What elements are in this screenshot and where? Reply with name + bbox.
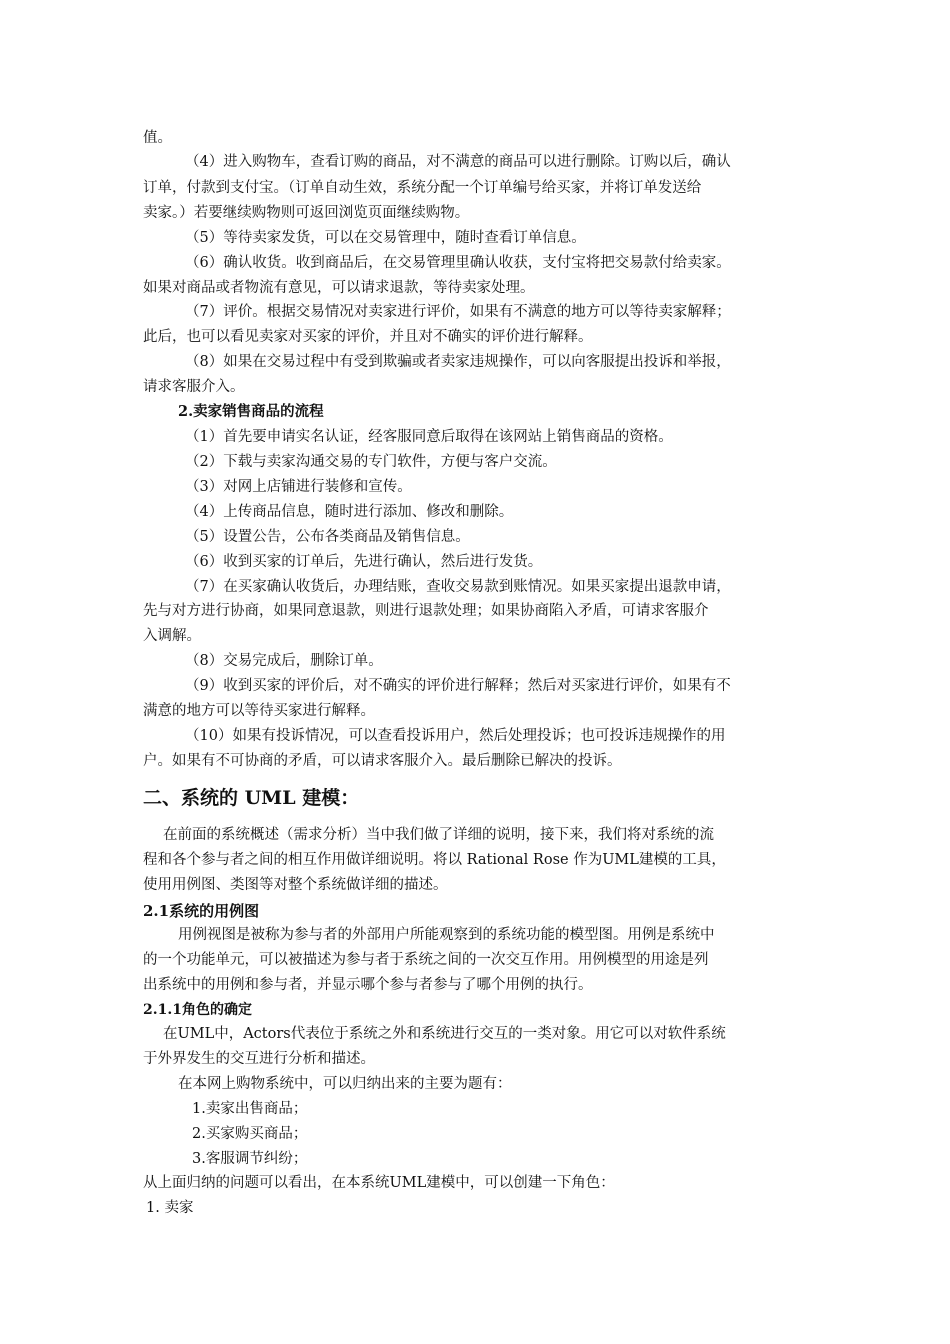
text-line: （3）对网上店铺进行装修和宣传。	[185, 479, 412, 495]
text-line: 请求客服介入。	[143, 379, 245, 395]
text-line: （6）收到买家的订单后，先进行确认，然后进行发货。	[185, 554, 543, 570]
text-line: 满意的地方可以等待买家进行解释。	[143, 703, 375, 719]
section-heading: 2.卖家销售商品的流程	[178, 403, 324, 420]
text-line: （5）等待卖家发货，可以在交易管理中，随时查看订单信息。	[185, 230, 586, 246]
list-item: 2.买家购买商品；	[192, 1126, 308, 1142]
chapter-heading: 二、系统的 UML 建模：	[143, 787, 360, 809]
text-line: 于外界发生的交互进行分析和描述。	[143, 1051, 375, 1067]
list-item: 3.客服调节纠纷；	[192, 1151, 308, 1167]
text-line: （2）下载与卖家沟通交易的专门软件，方便与客户交流。	[185, 454, 557, 470]
text-line: （7）评价。根据交易情况对卖家进行评价，如果有不满意的地方可以等待卖家解释；	[185, 304, 731, 320]
text-line: （5）设置公告，公布各类商品及销售信息。	[185, 529, 470, 545]
subsection-heading: 2.1.1角色的确定	[143, 1002, 252, 1018]
text-line: 卖家。）若要继续购物则可返回浏览页面继续购物。	[143, 205, 470, 221]
text-line: 使用用例图、类图等对整个系统做详细的描述。	[143, 877, 448, 893]
text-line: 在UML中，Actors代表位于系统之外和系统进行交互的一类对象。用它可以对软件系统	[163, 1026, 726, 1042]
text-line: （7）在买家确认收货后，办理结账，查收交易款到账情况。如果买家提出退款申请，	[185, 579, 731, 595]
section-heading: 2.1系统的用例图	[143, 902, 260, 920]
text-line: （6）确认收货。收到商品后，在交易管理里确认收获，支付宝将把交易款付给卖家。	[185, 255, 731, 271]
text-line: 在前面的系统概述（需求分析）当中我们做了详细的说明，接下来，我们将对系统的流	[163, 827, 714, 843]
text-line: 入调解。	[143, 628, 201, 644]
text-line: 从上面归纳的问题可以看出，在本系统UML建模中，可以创建一下角色：	[143, 1175, 615, 1191]
text-line: 的一个功能单元，可以被描述为参与者于系统之间的一次交互作用。用例模型的用途是列	[143, 952, 709, 968]
text-line: 用例视图是被称为参与者的外部用户所能观察到的系统功能的模型图。用例是系统中	[178, 927, 715, 943]
text-line: （9）收到买家的评价后，对不确实的评价进行解释；然后对买家进行评价，如果有不	[185, 678, 731, 694]
text-line: 程和各个参与者之间的相互作用做详细说明。将以 Rational Rose 作为UML建模的工具，	[143, 852, 726, 868]
list-item: 1. 卖家	[146, 1200, 194, 1216]
text-line: 如果对商品或者物流有意见，可以请求退款，等待卖家处理。	[143, 280, 535, 296]
text-line: 户。如果有不可协商的矛盾，可以请求客服介入。最后删除已解决的投诉。	[143, 753, 622, 769]
text-line: 出系统中的用例和参与者，并显示哪个参与者参与了哪个用例的执行。	[143, 977, 593, 993]
text-line: （4）上传商品信息，随时进行添加、修改和删除。	[185, 504, 514, 520]
text-line: （1）首先要申请实名认证，经客服同意后取得在该网站上销售商品的资格。	[185, 429, 673, 445]
list-item: 1.卖家出售商品；	[192, 1101, 308, 1117]
text-line: 先与对方进行协商，如果同意退款，则进行退款处理；如果协商陷入矛盾，可请求客服介	[143, 603, 709, 619]
text-line: （8）如果在交易过程中有受到欺骗或者卖家违规操作，可以向客服提出投诉和举报，	[185, 354, 731, 370]
text-line: 此后，也可以看见卖家对买家的评价，并且对不确实的评价进行解释。	[143, 329, 593, 345]
text-line: 值。	[143, 130, 172, 146]
text-line: （10）如果有投诉情况，可以查看投诉用户，然后处理投诉；也可投诉违规操作的用	[185, 728, 726, 744]
text-line: 在本网上购物系统中，可以归纳出来的主要为题有：	[178, 1076, 512, 1092]
text-line: 订单，付款到支付宝。（订单自动生效，系统分配一个订单编号给买家，并将订单发送给	[143, 180, 702, 196]
text-line: （4）进入购物车，查看订购的商品，对不满意的商品可以进行删除。订购以后，确认	[185, 154, 731, 170]
text-line: （8）交易完成后，删除订单。	[185, 653, 383, 669]
